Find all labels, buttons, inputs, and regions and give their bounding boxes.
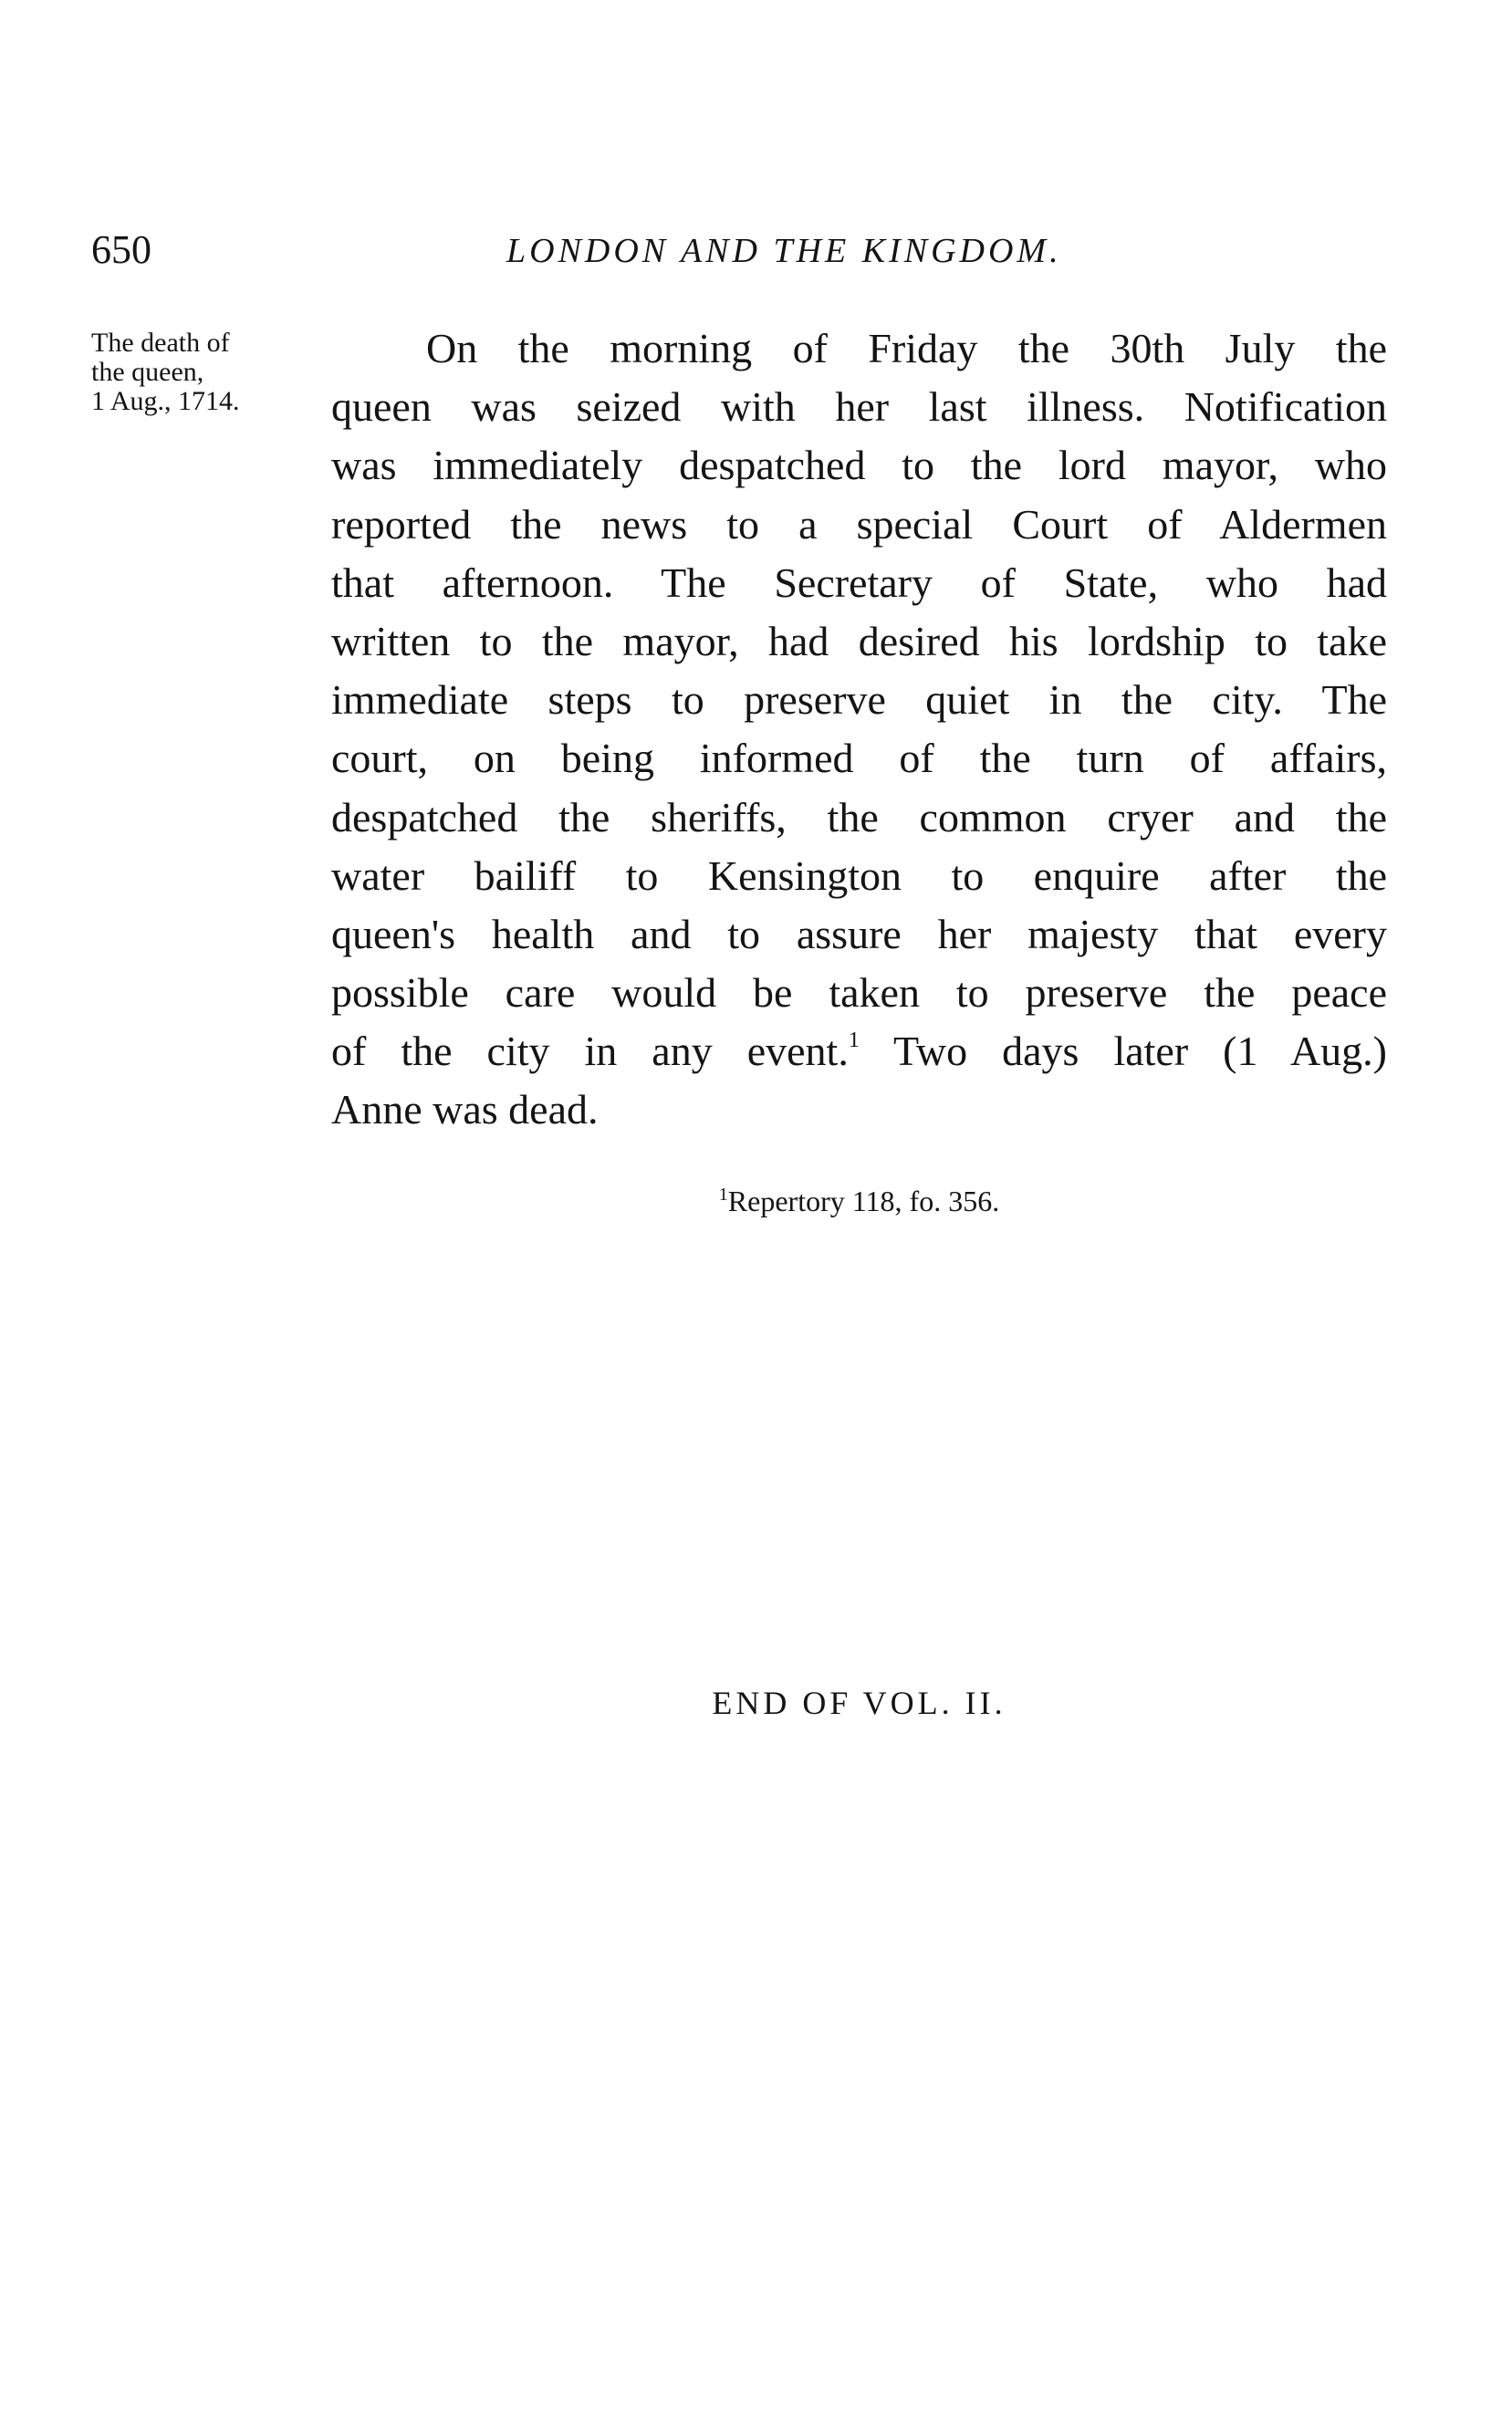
body-line: that afternoon. The Secretary of State, who had <box>331 559 1387 606</box>
footnote-reference: 1 <box>848 1028 860 1053</box>
body-line: despatched the sheriffs, the common cryer and the <box>331 793 1387 841</box>
margin-note-line: 1 Aug., 1714. <box>91 386 240 416</box>
body-line: immediate steps to preserve quiet in the city. The <box>331 676 1387 724</box>
footnote <box>331 1186 1387 1216</box>
margin-note-line: the queen, <box>91 357 204 387</box>
body-line: was immediately despatched to the lord mayor, who <box>331 442 1387 489</box>
margin-note-line: The death of <box>91 328 230 358</box>
body-line: court, on being informed of the turn of affairs, <box>331 735 1387 782</box>
margin-note <box>91 329 310 416</box>
body-line: water bailiff to Kensington to enquire after the <box>331 851 1387 899</box>
body-line: reported the news to a special Court of Aldermen <box>331 500 1387 548</box>
body-line-text: of the city in any event. <box>331 1028 849 1075</box>
body-line: queen's health and to assure her majesty that every <box>331 910 1387 957</box>
running-head: LONDON AND THE KINGDOM. <box>506 232 1062 270</box>
body-line: On the morning of Friday the 30th July the <box>426 325 1387 371</box>
footnote-marker: 1 <box>718 1185 728 1205</box>
body-line <box>331 1022 1387 1081</box>
end-of-volume: END OF VOL. II. <box>712 1685 1006 1721</box>
body-line: queen was seized with her last illness. Notification <box>331 383 1387 431</box>
body-line: Anne was dead. <box>331 1086 599 1133</box>
body-line-text: Two days later (1 Aug.) <box>859 1028 1388 1075</box>
body-paragraph <box>331 319 1387 1140</box>
body-line: possible care would be taken to preserve the peace <box>331 969 1387 1017</box>
page-number: 650 <box>91 227 151 272</box>
footnote-text: Repertory 118, fo. 356. <box>727 1185 1000 1217</box>
body-line: written to the mayor, had desired his lordship to take <box>331 617 1387 664</box>
